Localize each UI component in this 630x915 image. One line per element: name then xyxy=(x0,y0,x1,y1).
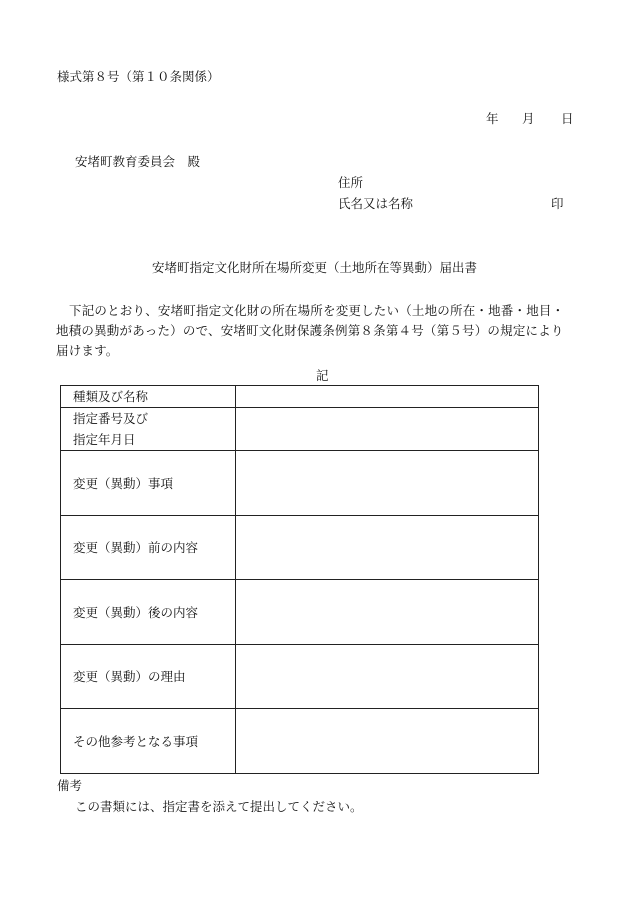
table-row xyxy=(61,451,539,516)
date-line xyxy=(0,113,630,127)
row-label: 変更（異動）後の内容 xyxy=(61,580,236,645)
body-text: 下記のとおり、安堵町指定文化財の所在場所を変更したい（土地の所在・地番・地目・地積の異動があった）ので、安堵町文化財保護条例第８条第４号（第５号）の規定により届けます。 xyxy=(56,303,565,358)
row-label: 指定番号及び 指定年月日 xyxy=(61,408,236,451)
month-label: 月 xyxy=(522,111,535,126)
table-row xyxy=(61,580,539,645)
table-row xyxy=(61,386,539,408)
addressee: 安堵町教育委員会 殿 xyxy=(75,154,201,169)
remarks-heading: 備考 xyxy=(57,778,83,793)
ki-heading: 記 xyxy=(316,368,329,383)
row-label: その他参考となる事項 xyxy=(61,709,236,774)
name-label: 氏名又は名称 xyxy=(338,196,414,211)
table-row xyxy=(61,709,539,774)
notification-table xyxy=(60,385,539,774)
row-label: 変更（異動）前の内容 xyxy=(61,516,236,580)
seal-mark: 印 xyxy=(551,196,564,211)
year-label: 年 xyxy=(486,111,499,126)
row-value xyxy=(236,386,539,408)
row-label: 変更（異動）事項 xyxy=(61,451,236,516)
row-value xyxy=(236,408,539,451)
row-value xyxy=(236,645,539,709)
row-label: 変更（異動）の理由 xyxy=(61,645,236,709)
row-value xyxy=(236,451,539,516)
table-row xyxy=(61,645,539,709)
remarks-text: この書類には、指定書を添えて提出してください。 xyxy=(75,799,363,814)
row-value xyxy=(236,709,539,774)
day-label: 日 xyxy=(561,111,574,126)
form-number: 様式第８号（第１０条関係） xyxy=(57,69,220,84)
row-value xyxy=(236,580,539,645)
table-row xyxy=(61,408,539,451)
row-value xyxy=(236,516,539,580)
address-label: 住所 xyxy=(338,175,364,190)
document-title: 安堵町指定文化財所在場所変更（土地所在等異動）届出書 xyxy=(152,260,478,275)
table-row xyxy=(61,516,539,580)
row-label: 種類及び名称 xyxy=(61,386,236,408)
